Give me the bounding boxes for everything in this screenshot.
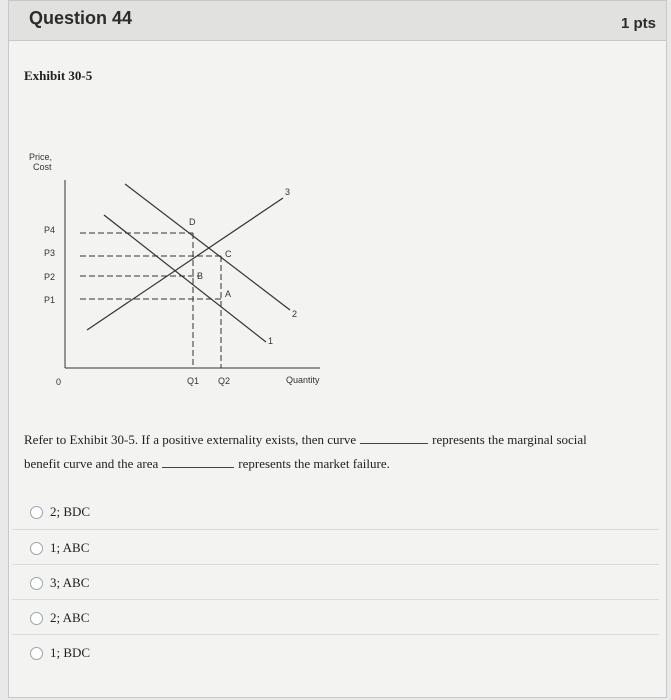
question-text <box>24 428 644 476</box>
y-axis-label-line1: Price, <box>29 152 53 162</box>
tick-label-q1: Q1 <box>187 376 200 386</box>
prompt-part3: benefit curve and the area <box>24 456 159 471</box>
radio-button[interactable] <box>30 647 43 660</box>
radio-button[interactable] <box>30 506 43 519</box>
radio-button[interactable] <box>30 542 43 555</box>
answer-options <box>0 494 671 669</box>
question-header <box>9 1 666 41</box>
point-label-a: A <box>225 289 232 299</box>
tick-label-p2: P2 <box>44 272 56 282</box>
tick-label-q2: Q2 <box>218 376 231 386</box>
exhibit-title: Exhibit 30-5 <box>24 68 93 83</box>
answer-option[interactable] <box>12 564 659 599</box>
answer-option-label[interactable]: 2; BDC <box>50 504 91 519</box>
answer-option[interactable] <box>12 494 659 529</box>
curve-label-1: 1 <box>268 336 274 346</box>
curve-2 <box>125 184 290 310</box>
point-label-d: D <box>189 217 196 227</box>
curve-label-2: 2 <box>292 309 298 319</box>
answer-option[interactable] <box>12 529 659 564</box>
point-label-c: C <box>225 249 232 259</box>
prompt-part4: represents the market failure. <box>238 456 390 471</box>
answer-option-label[interactable]: 1; ABC <box>50 540 90 555</box>
prompt-part1: Refer to Exhibit 30-5. If a positive externality exists, then curve <box>24 432 357 447</box>
question-title: Question 44 <box>29 8 133 28</box>
answer-option-label[interactable]: 2; ABC <box>50 610 90 625</box>
curve-label-3: 3 <box>285 187 291 197</box>
answer-blank-1 <box>360 443 428 444</box>
radio-button[interactable] <box>30 577 43 590</box>
y-axis-label-line2: Cost <box>33 162 52 172</box>
answer-option[interactable] <box>12 599 659 634</box>
prompt-part2: represents the marginal social <box>432 432 587 447</box>
radio-button[interactable] <box>30 612 43 625</box>
tick-label-p4: P4 <box>44 225 56 235</box>
curve-1 <box>104 215 266 342</box>
point-label-b: B <box>197 271 204 281</box>
origin-label: 0 <box>56 377 62 387</box>
answer-option[interactable] <box>12 634 659 669</box>
curve-3 <box>87 198 283 330</box>
answer-blank-2 <box>162 467 234 468</box>
answer-option-label[interactable]: 3; ABC <box>50 575 90 590</box>
answer-option-label[interactable]: 1; BDC <box>50 645 91 660</box>
tick-label-p3: P3 <box>44 248 56 258</box>
exhibit-graph <box>0 140 671 400</box>
question-points: 1 pts <box>620 15 656 32</box>
tick-label-p1: P1 <box>44 295 56 305</box>
x-axis-label: Quantity <box>286 375 320 385</box>
